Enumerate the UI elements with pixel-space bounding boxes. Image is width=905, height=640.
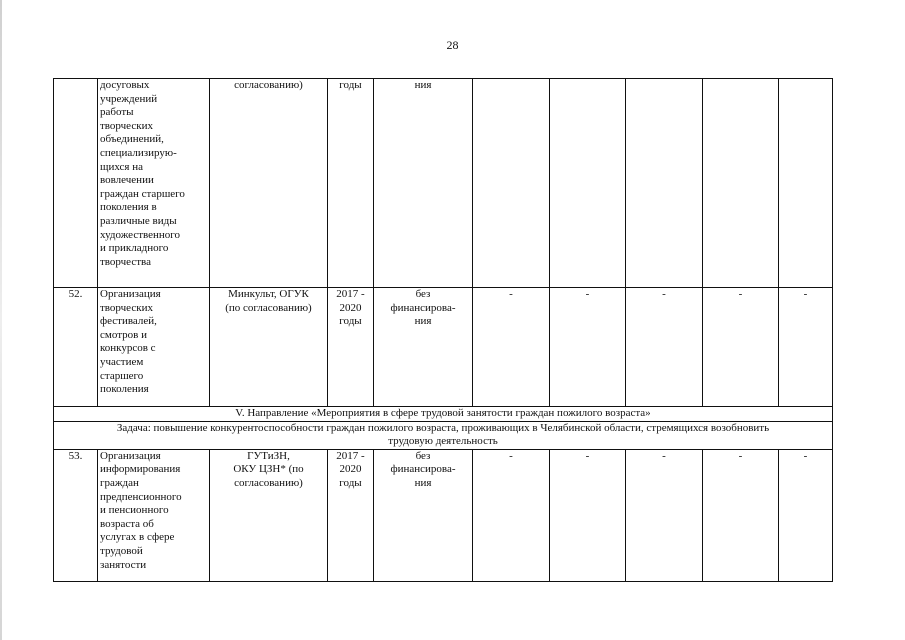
event-name-line: услугах в сфере [100,531,175,544]
event-name-line: информирования [100,463,181,476]
event-name [98,79,210,288]
funding-value-cell [779,79,833,288]
event-name-line: смотров и [100,328,147,341]
funding-value-cell: - [703,449,779,581]
event-name-line: работы [100,106,134,119]
period-line: 2020 [339,463,362,476]
period [328,288,374,407]
table-body [54,79,833,582]
funding-value-cell: - [550,449,626,581]
table-row [54,449,833,581]
funding-value-cell: - [779,449,833,581]
funding-value-cell: - [626,449,703,581]
period-line: годы [339,315,362,328]
period-line: 2017 - [336,288,365,300]
funding-line: финансирова- [390,463,456,476]
event-name-line: граждан [100,476,139,489]
funding-line: финансирова- [390,301,456,314]
event-name-line: участием [100,355,144,368]
scan-edge [0,0,2,640]
event-name-line: творческих [100,301,153,314]
event-name-line: специализирую- [100,146,177,159]
table-row [54,79,833,288]
section-heading-row [54,407,833,422]
event-name [98,449,210,581]
executor-line: Минкульт, ОГУК [228,288,309,300]
funding-line: ния [414,315,432,328]
period [328,449,374,581]
event-name-line: объединений, [100,133,164,146]
funding-value-cell: - [703,288,779,407]
funding [374,79,473,288]
event-name-line: вовлечении [100,174,154,187]
task-description-text: Задача: повышение конкурентоспособности граждан пожилого возраста, проживающих в Челябинской области, стремящихся возобновить [116,421,770,434]
executor-line: согласованию) [234,79,303,91]
event-name-line: трудовой [100,544,143,557]
event-name-line: щихся на [100,160,144,173]
section-heading [54,407,833,422]
event-name-line: художественного [100,228,181,241]
event-name-line: творчества [100,255,151,268]
event-name-line: Организация [100,288,161,300]
funding-value-cell: - [473,449,550,581]
event-name-line: Организация [100,449,161,462]
event-name-line: поколения [100,383,149,396]
executor-line: ОКУ ЦЗН* (по [233,463,304,476]
measures-table [53,78,833,582]
funding-value-cell [703,79,779,288]
funding-line: без [415,449,431,462]
event-name [98,288,210,407]
funding [374,288,473,407]
section-heading-text: V. Направление «Мероприятия в сфере трудовой занятости граждан пожилого возраста» [235,407,651,419]
period-line: 2017 - [336,449,365,462]
event-name-line: учреждений [100,92,158,105]
event-name-line: занятости [100,558,147,571]
funding-line: ния [414,79,432,91]
page-number: 28 [446,38,459,52]
event-name-line: поколения в [100,201,157,214]
executor-line: (по согласованию) [225,301,312,314]
event-name-line: предпенсионного [100,490,182,503]
executor [210,288,328,407]
funding-value-cell: - [473,288,550,407]
funding-line: ния [414,476,432,489]
event-name-line: фестивалей, [100,315,157,328]
funding-value-cell [473,79,550,288]
task-description-text: трудовую деятельность [388,435,498,448]
row-number [54,79,98,288]
period-line: годы [339,476,362,489]
period-line: 2020 [339,301,362,314]
executor [210,449,328,581]
executor-line: ГУТиЗН, [247,449,290,462]
period-line: годы [339,79,362,91]
table-row [54,288,833,407]
task-description [54,421,833,449]
event-name-line: досуговых [100,79,150,91]
event-name-line: конкурсов с [100,342,156,355]
event-name-line: возраста об [100,517,154,530]
row-number: 52. [54,288,98,407]
executor [210,79,328,288]
event-name-line: творческих [100,119,153,132]
funding-line: без [415,288,431,300]
task-description-row [54,421,833,449]
funding-value-cell [550,79,626,288]
executor-line: согласованию) [234,476,303,489]
funding-value-cell: - [779,288,833,407]
event-name-line: различные виды [100,214,177,227]
event-name-line: и прикладного [100,242,169,255]
funding [374,449,473,581]
funding-value-cell [626,79,703,288]
event-name-line: старшего [100,369,144,382]
event-name-line: и пенсионного [100,504,169,517]
row-number: 53. [54,449,98,581]
event-name-line: граждан старшего [100,187,185,200]
period [328,79,374,288]
funding-value-cell: - [550,288,626,407]
funding-value-cell: - [626,288,703,407]
